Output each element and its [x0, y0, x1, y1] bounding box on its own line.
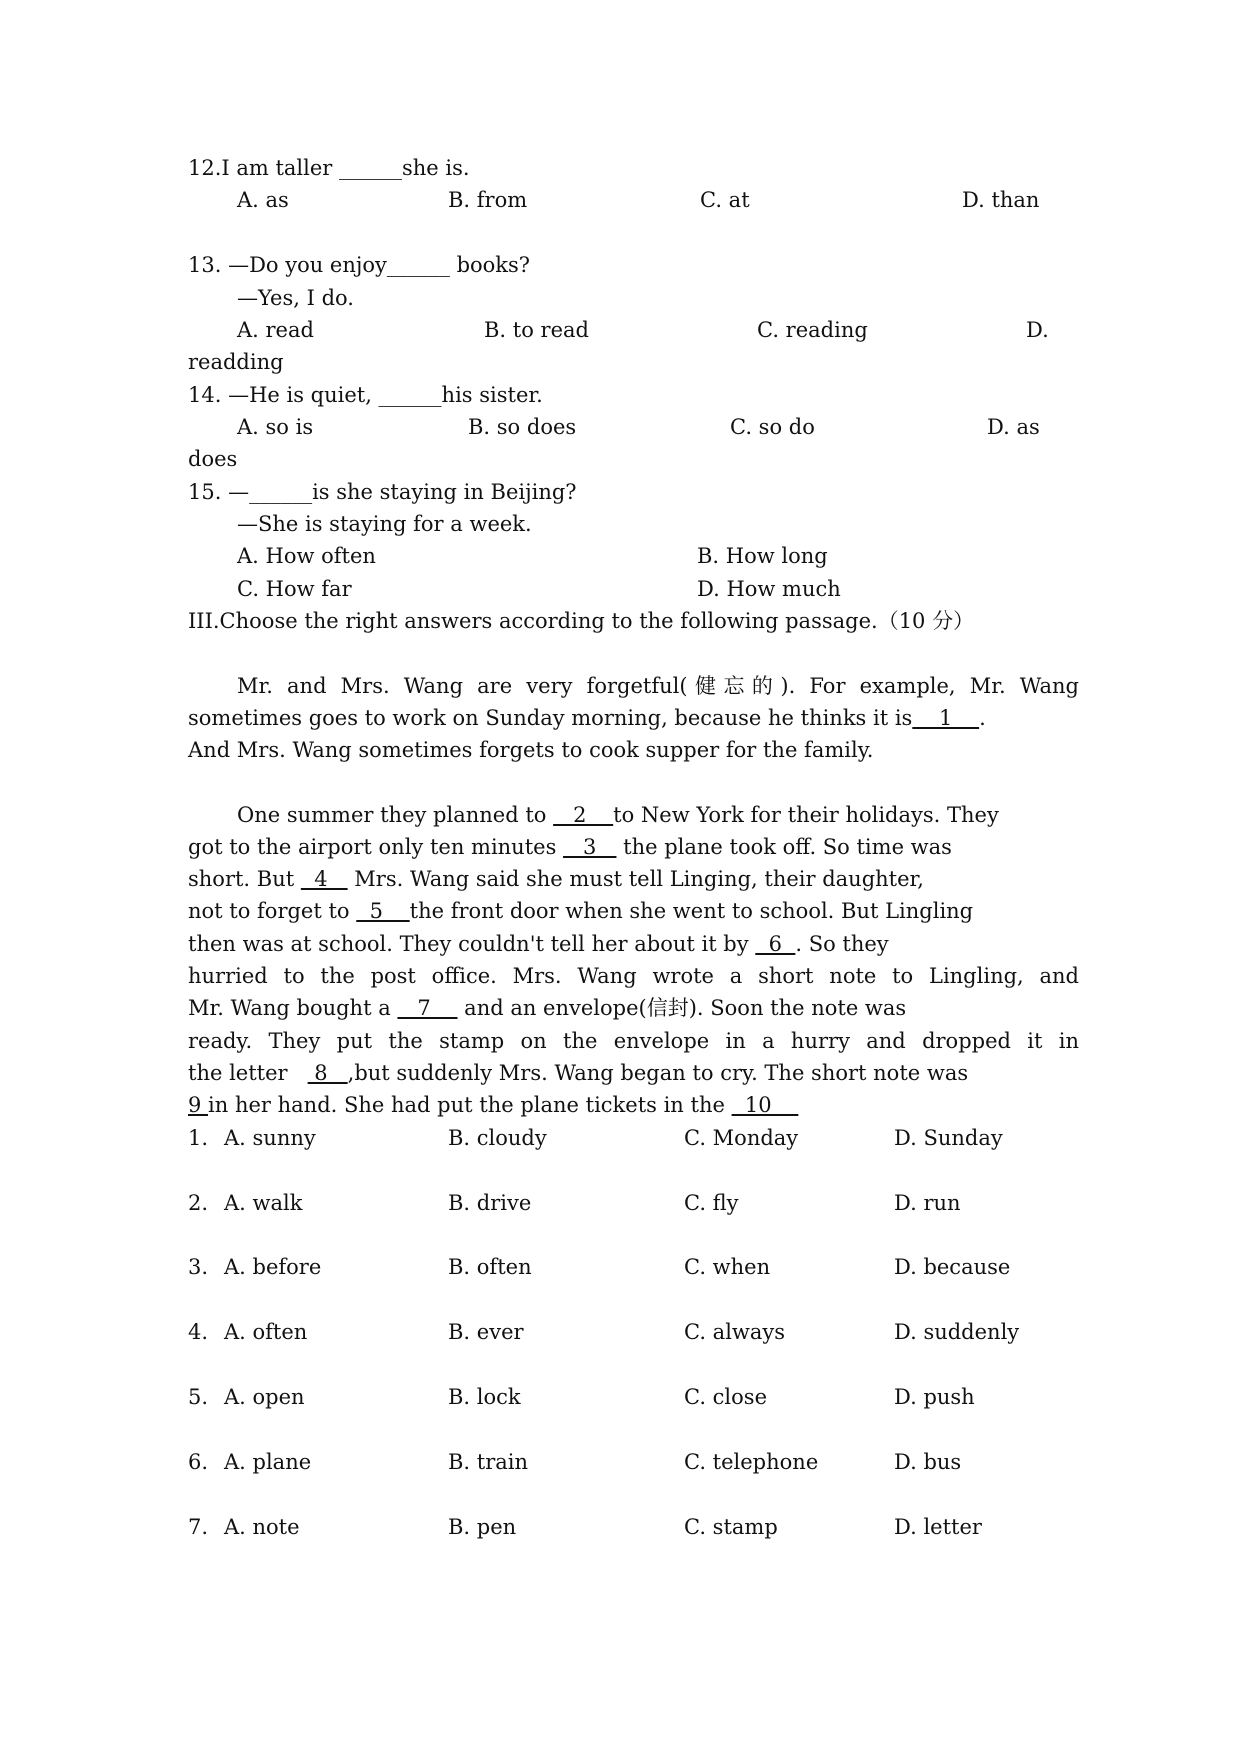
passage-p2-line-3: short. But 4 Mrs. Wang said she must tell Linging, their daughter,	[188, 867, 924, 891]
answer-3-number: 3.	[188, 1255, 209, 1279]
q13-option-a: A. read	[237, 318, 314, 342]
question-12-stem: 12.I am taller ______she is.	[188, 156, 470, 180]
passage-p2-line-7: Mr. Wang bought a 7 and an envelope(信封). Soon the note was	[188, 996, 907, 1020]
q14-option-d: D. as	[987, 415, 1040, 439]
answer-7-option-b: B. pen	[448, 1515, 517, 1539]
answer-1-option-a: A. sunny	[224, 1126, 316, 1150]
question-15-stem: 15. —______is she staying in Beijing?	[188, 480, 577, 504]
blank-4: 4	[300, 867, 348, 891]
answer-2-option-b: B. drive	[448, 1191, 532, 1215]
q12-option-b: B. from	[448, 188, 528, 212]
answer-6-option-d: D. bus	[894, 1450, 962, 1474]
q15-option-d: D. How much	[697, 577, 841, 601]
q15-option-c: C. How far	[237, 577, 352, 601]
q12-option-a: A. as	[237, 188, 289, 212]
passage-p2-line-9: the letter 8 ,but suddenly Mrs. Wang began to cry. The short note was	[188, 1061, 969, 1085]
answer-7-option-c: C. stamp	[684, 1515, 778, 1539]
answer-3-option-c: C. when	[684, 1255, 771, 1279]
answer-1-option-d: D. Sunday	[894, 1126, 1003, 1150]
question-15-reply: —She is staying for a week.	[237, 512, 532, 536]
answer-6-option-a: A. plane	[224, 1450, 312, 1474]
blank-2: 2	[553, 803, 614, 827]
q13-option-d-wrap: readding	[188, 350, 284, 374]
answer-2-option-d: D. run	[894, 1191, 961, 1215]
answer-2-option-c: C. fly	[684, 1191, 739, 1215]
passage-p2-line-5: then was at school. They couldn't tell her about it by 6 . So they	[188, 932, 889, 956]
answer-7-number: 7.	[188, 1515, 209, 1539]
answer-4-number: 4.	[188, 1320, 209, 1344]
answer-4-option-b: B. ever	[448, 1320, 524, 1344]
answer-4-option-a: A. often	[224, 1320, 308, 1344]
q13-option-c: C. reading	[757, 318, 868, 342]
passage-p2-line-4: not to forget to 5 the front door when she went to school. But Lingling	[188, 899, 974, 923]
question-14-stem: 14. —He is quiet, ______his sister.	[188, 383, 543, 407]
blank-6: 6	[755, 932, 796, 956]
q13-option-b: B. to read	[484, 318, 589, 342]
answer-5-option-c: C. close	[684, 1385, 767, 1409]
answer-5-option-d: D. push	[894, 1385, 975, 1409]
answer-2-option-a: A. walk	[224, 1191, 303, 1215]
blank-5: 5	[356, 899, 410, 923]
answer-3-option-d: D. because	[894, 1255, 1011, 1279]
blank-7: 7	[397, 996, 458, 1020]
answer-5-number: 5.	[188, 1385, 209, 1409]
answer-6-number: 6.	[188, 1450, 209, 1474]
q13-option-d: D.	[1026, 318, 1049, 342]
passage-p1-line-1: Mr. and Mrs. Wang are very forgetful(健忘的). For example, Mr. Wang	[237, 674, 1079, 698]
q15-option-a: A. How often	[237, 544, 376, 568]
answer-4-option-c: C. always	[684, 1320, 786, 1344]
passage-p2-line-8: ready. They put the stamp on the envelope in a hurry and dropped it in	[188, 1029, 1079, 1053]
q12-option-d: D. than	[962, 188, 1040, 212]
passage-p1-line-2: sometimes goes to work on Sunday morning, because he thinks it is 1 .	[188, 706, 986, 730]
answer-1-option-c: C. Monday	[684, 1126, 799, 1150]
question-13-stem: 13. —Do you enjoy______ books?	[188, 253, 531, 277]
answer-7-option-d: D. letter	[894, 1515, 982, 1539]
answer-1-number: 1.	[188, 1126, 209, 1150]
blank-8: 8	[307, 1061, 348, 1085]
answer-2-number: 2.	[188, 1191, 209, 1215]
answer-7-option-a: A. note	[224, 1515, 300, 1539]
passage-p2-line-2: got to the airport only ten minutes 3 the plane took off. So time was	[188, 835, 952, 859]
answer-5-option-b: B. lock	[448, 1385, 521, 1409]
blank-10: 10	[731, 1093, 799, 1117]
answer-6-option-b: B. train	[448, 1450, 529, 1474]
question-13-reply: —Yes, I do.	[237, 286, 354, 310]
answer-3-option-a: A. before	[224, 1255, 322, 1279]
blank-9: 9	[188, 1093, 209, 1117]
q12-option-c: C. at	[700, 188, 750, 212]
passage-p2-line-6: hurried to the post office. Mrs. Wang wrote a short note to Lingling, and	[188, 964, 1079, 988]
answer-6-option-c: C. telephone	[684, 1450, 819, 1474]
blank-3: 3	[563, 835, 617, 859]
q14-option-c: C. so do	[730, 415, 815, 439]
answer-5-option-a: A. open	[224, 1385, 305, 1409]
answer-1-option-b: B. cloudy	[448, 1126, 547, 1150]
q14-option-b: B. so does	[468, 415, 577, 439]
q14-option-d-wrap: does	[188, 447, 238, 471]
blank-1: 1	[912, 706, 980, 730]
passage-p1-line-3: And Mrs. Wang sometimes forgets to cook supper for the family.	[188, 738, 874, 762]
passage-p2-line-1: One summer they planned to 2 to New York for their holidays. They	[237, 803, 999, 827]
section-3-heading: III.Choose the right answers according to the following passage.（10 分）	[188, 609, 975, 633]
passage-p2-line-10: 9 in her hand. She had put the plane tickets in the 10	[188, 1093, 799, 1117]
q15-option-b: B. How long	[697, 544, 828, 568]
q14-option-a: A. so is	[237, 415, 314, 439]
answer-3-option-b: B. often	[448, 1255, 532, 1279]
answer-4-option-d: D. suddenly	[894, 1320, 1020, 1344]
